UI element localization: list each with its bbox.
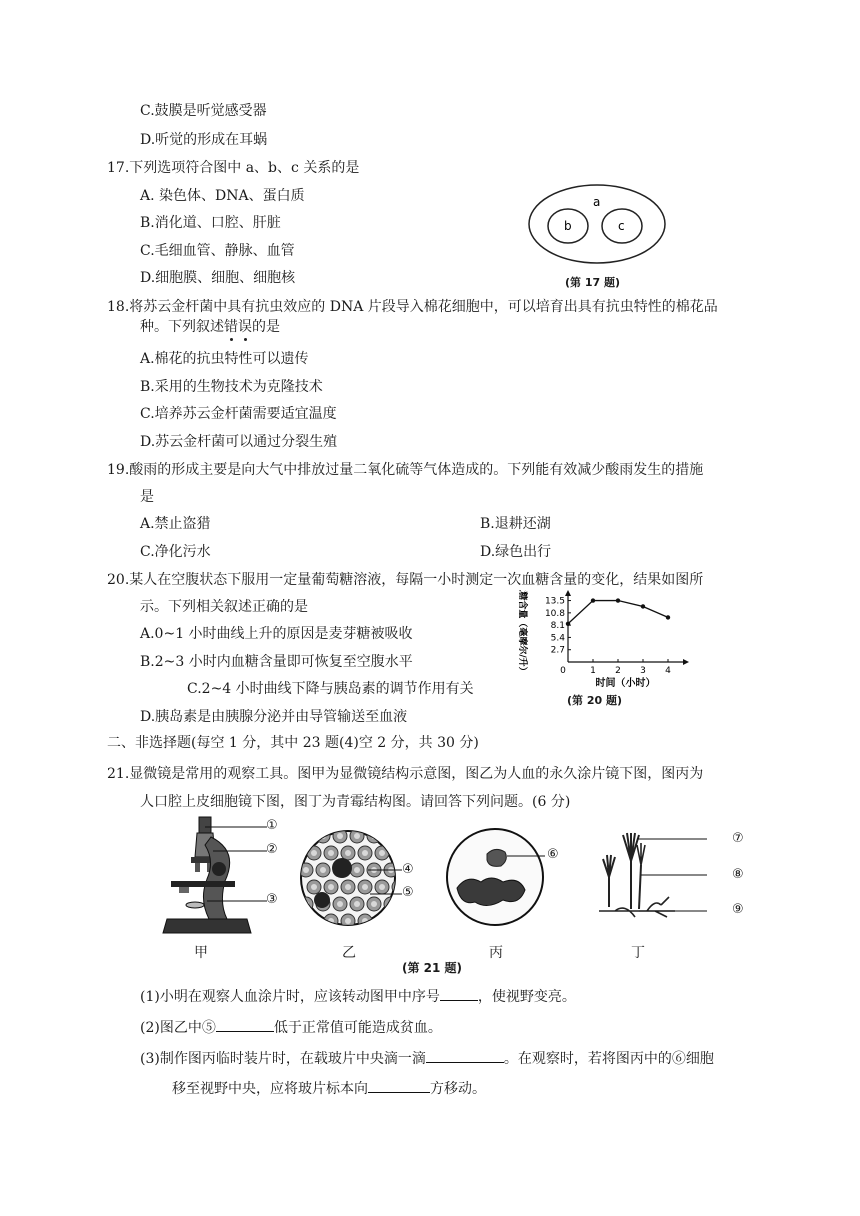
q20-option-b: B.2~3 小时内血糖含量即可恢复至空腹水平 — [140, 654, 413, 670]
red-blood-cell-center — [337, 833, 343, 839]
red-blood-cell-center — [303, 833, 309, 839]
panel-label-yi: 乙 — [342, 945, 356, 961]
q16-option-d: D.听觉的形成在耳蜗 — [140, 132, 268, 148]
data-point — [566, 622, 570, 626]
q21-stem-line1: 21.显微镜是常用的观察工具。图甲为显微镜结构示意图，图乙为人血的永久涂片镜下图，图丙为 — [107, 766, 704, 782]
q17-option-b: B.消化道、口腔、肝脏 — [140, 215, 281, 231]
red-blood-cell-center — [371, 901, 377, 907]
answer-blank[interactable] — [426, 1048, 504, 1063]
q17-option-c: C.毛细血管、静脉、血管 — [140, 243, 295, 259]
q21-stem-line2: 人口腔上皮细胞镜下图，图丁为青霉结构图。请回答下列问题。(6 分) — [140, 794, 571, 810]
label-8: ⑧ — [732, 867, 744, 882]
label-5: ⑤ — [402, 885, 414, 900]
q19-stem-line2: 是 — [140, 489, 154, 505]
y-tick-label: 8.1 — [550, 621, 565, 632]
q20-option-c: C.2~4 小时曲线下降与胰岛素的调节作用有关 — [187, 681, 474, 697]
q19-stem-line1: 19.酸雨的形成主要是向大气中排放过量二氧化硫等气体造成的。下列能有效减少酸雨发生的措施 — [107, 462, 704, 478]
q21-sub3: (3)制作图丙临时装片时，在载玻片中央滴一滴 。在观察时，若将图丙中的⑥细胞 — [140, 1048, 714, 1069]
q21-sub2: (2)图乙中⑤ 低于正常值可能造成贫血。 — [140, 1017, 442, 1038]
red-blood-cell-center — [328, 884, 334, 890]
q20-figure-caption: (第 20 题) — [567, 694, 623, 707]
y-axis-arrow — [565, 590, 571, 596]
q17-venn-diagram — [525, 182, 670, 272]
red-blood-cell-center — [311, 918, 317, 924]
x-tick-label: 1 — [590, 666, 596, 676]
red-blood-cell — [392, 914, 406, 928]
answer-blank[interactable] — [440, 986, 478, 1001]
emphasis-dot-char: 误 — [238, 319, 252, 335]
q21-sub3-line2: 移至视野中央，应将玻片标本向 方移动。 — [172, 1078, 486, 1099]
q19-option-c: C.净化污水 — [140, 544, 211, 560]
label-4: ④ — [402, 862, 414, 877]
label-3: ③ — [266, 892, 278, 907]
red-blood-cell-center — [311, 884, 317, 890]
red-blood-cell — [392, 846, 406, 860]
blood-sugar-line — [568, 601, 668, 624]
q21-sub1: (1)小明在观察人血涂片时，应该转动图甲中序号 ，使视野变亮。 — [140, 986, 576, 1007]
red-blood-cell-center — [396, 918, 402, 924]
red-blood-cell-center — [379, 884, 385, 890]
y-tick-label: 5.4 — [550, 633, 565, 644]
red-blood-cell-center — [354, 833, 360, 839]
white-blood-cell — [314, 892, 330, 908]
cheek-cell-figure — [443, 826, 573, 928]
q21-figure-caption: (第 21 题) — [402, 961, 463, 975]
q17-option-d: D.细胞膜、细胞、细胞核 — [140, 270, 296, 286]
data-point — [666, 615, 670, 619]
venn-label-b: b — [564, 219, 572, 233]
x-axis-label: 时间（小时） — [595, 678, 656, 689]
answer-blank[interactable] — [216, 1017, 274, 1032]
red-blood-cell-center — [303, 867, 309, 873]
y-tick-label: 13.5 — [544, 596, 565, 607]
q20-option-a: A.0~1 小时曲线上升的原因是麦芽糖被吸收 — [140, 626, 413, 642]
y-tick-label: 2.7 — [550, 645, 565, 656]
q18-stem-line1: 18.将苏云金杆菌中具有抗虫效应的 DNA 片段导入棉花细胞中，可以培育出具有抗虫特性的棉花品 — [107, 299, 718, 315]
red-blood-cell-center — [354, 867, 360, 873]
x-tick-label: 2 — [615, 666, 621, 676]
data-point — [591, 598, 595, 602]
q19-option-d: D.绿色出行 — [480, 544, 552, 560]
red-blood-cell — [384, 829, 398, 843]
label-9: ⑨ — [732, 902, 744, 917]
red-blood-cell-center — [362, 884, 368, 890]
x-tick-label: 3 — [640, 666, 646, 676]
panel-label-jia: 甲 — [194, 945, 208, 961]
venn-label-c: c — [618, 219, 625, 233]
red-blood-cell-center — [345, 884, 351, 890]
red-blood-cell-center — [362, 850, 368, 856]
red-blood-cell-center — [320, 867, 326, 873]
venn-label-a: a — [593, 195, 601, 209]
q16-option-c: C.鼓膜是听觉感受器 — [140, 103, 267, 119]
label-1: ① — [266, 818, 278, 833]
label-6: ⑥ — [547, 847, 559, 862]
q17-stem: 17.下列选项符合图中 a、b、c 关系的是 — [107, 160, 360, 176]
answer-blank[interactable] — [368, 1078, 430, 1093]
red-blood-cell-center — [337, 901, 343, 907]
data-point — [641, 604, 645, 608]
q18-stem-line2: 种。下列叙述错误的是 — [140, 319, 280, 335]
red-blood-cell-center — [345, 850, 351, 856]
red-blood-cell-center — [311, 850, 317, 856]
q17-option-a: A. 染色体、DNA、蛋白质 — [140, 188, 305, 204]
y-axis-label: 血糖含量（毫摩尔/升） — [517, 590, 527, 676]
section-2-heading: 二、非选择题(每空 1 分，其中 23 题(4)空 2 分，共 30 分) — [107, 735, 479, 751]
q20-stem-line1: 20.某人在空腹状态下服用一定量葡萄糖溶液，每隔一小时测定一次血糖含量的变化，结果如图所 — [107, 572, 704, 588]
q19-option-b: B.退耕还湖 — [480, 516, 551, 532]
red-blood-cell-center — [388, 833, 394, 839]
white-blood-cell — [332, 858, 352, 878]
q20-blood-sugar-chart — [508, 590, 698, 696]
red-blood-cell-center — [396, 850, 402, 856]
x-tick-label: 4 — [665, 666, 671, 676]
label-2: ② — [266, 842, 278, 857]
q18-option-a: A.棉花的抗虫特性可以遗传 — [140, 351, 309, 367]
red-blood-cell-center — [379, 918, 385, 924]
emphasis-dot-char: 错 — [224, 319, 238, 335]
x-axis-arrow — [683, 659, 689, 665]
q17-figure-caption: (第 17 题) — [565, 276, 621, 289]
panel-label-bing: 丙 — [489, 945, 503, 961]
q18-option-b: B.采用的生物技术为克隆技术 — [140, 379, 323, 395]
q20-stem-line2: 示。下列相关叙述正确的是 — [140, 599, 308, 615]
red-blood-cell-center — [345, 918, 351, 924]
penicillium-figure — [595, 825, 735, 925]
q18-option-c: C.培养苏云金杆菌需要适宜温度 — [140, 406, 337, 422]
q19-option-a: A.禁止盗猎 — [140, 516, 211, 532]
microscope-figure — [155, 815, 290, 940]
data-point — [616, 598, 620, 602]
red-blood-cell-center — [379, 850, 385, 856]
q18-option-d: D.苏云金杆菌可以通过分裂生殖 — [140, 434, 338, 450]
x-tick-label: 0 — [560, 666, 566, 676]
y-tick-label: 10.8 — [544, 608, 565, 619]
red-blood-cell-center — [354, 901, 360, 907]
blood-smear-figure — [298, 828, 418, 928]
q20-option-d: D.胰岛素是由胰腺分泌并由导管输送至血液 — [140, 709, 408, 725]
label-7: ⑦ — [732, 831, 744, 846]
panel-label-ding: 丁 — [631, 945, 645, 961]
red-blood-cell-center — [328, 850, 334, 856]
red-blood-cell — [299, 829, 313, 843]
